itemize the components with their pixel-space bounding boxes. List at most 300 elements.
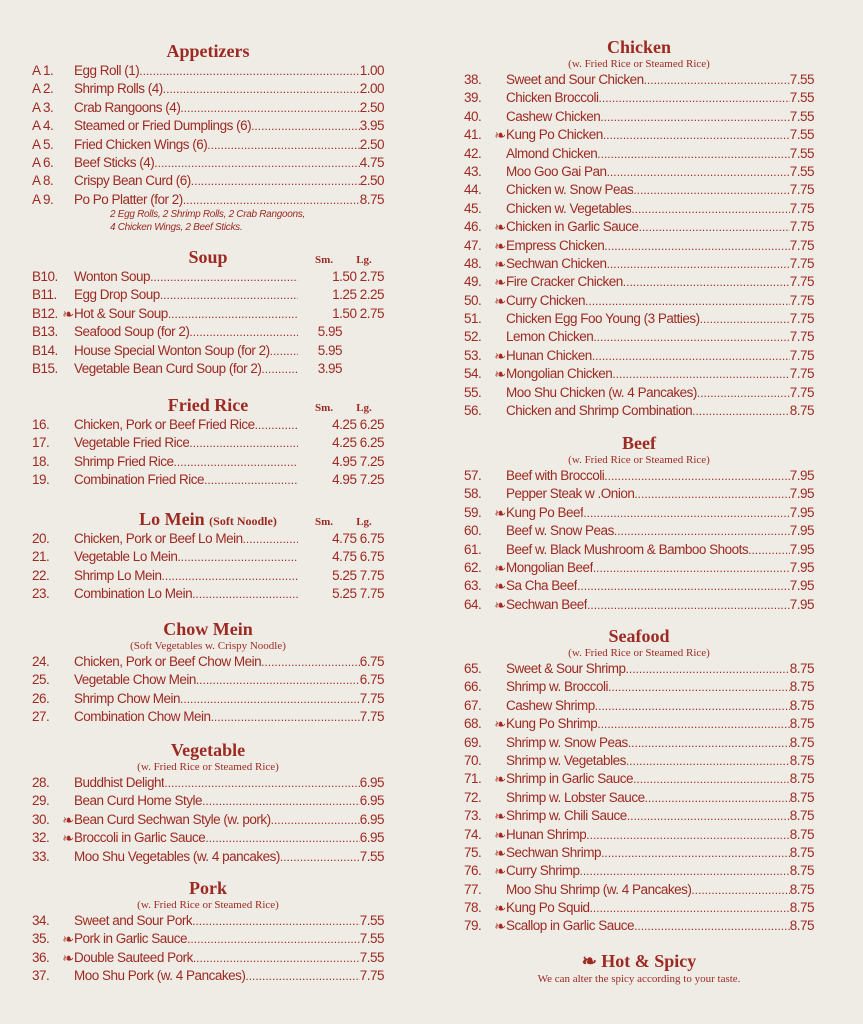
section-title-text: Vegetable	[170, 740, 246, 760]
item-price	[790, 770, 814, 788]
menu-item	[32, 585, 384, 603]
item-name: Wonton Soup	[74, 269, 151, 284]
dot-leader	[187, 930, 360, 948]
price-large: 6.25	[359, 435, 384, 451]
item-name: Egg Roll (1)	[74, 63, 140, 78]
price-value: 7.55	[789, 90, 814, 106]
item-number-text: 29.	[32, 793, 50, 809]
item-name: Lemon Chicken	[506, 329, 594, 345]
item-number-text: 64.	[464, 596, 482, 612]
dot-leader	[601, 844, 790, 862]
dot-leader	[600, 108, 789, 126]
item-number	[464, 200, 506, 218]
item-number-text: 56.	[464, 403, 482, 419]
menu-item	[32, 80, 384, 98]
dot-leader	[604, 467, 789, 485]
item-number-text: 65.	[464, 661, 482, 676]
dot-leader	[748, 541, 790, 559]
menu-item	[464, 522, 814, 540]
section-title-text: Lo Mein	[139, 509, 205, 529]
dot-leader	[697, 384, 790, 402]
menu-item	[32, 708, 384, 726]
chili-pepper-icon: ❧	[62, 949, 74, 966]
item-number-text: 28.	[32, 775, 50, 790]
item-price	[360, 99, 384, 117]
dot-leader	[261, 360, 298, 378]
item-price	[360, 117, 384, 135]
item-name: Shrimp w. Snow Peas	[506, 734, 628, 750]
section-title-text: Beef	[622, 433, 656, 453]
menu-item	[464, 485, 814, 503]
menu-item	[32, 136, 384, 154]
item-number	[464, 328, 506, 346]
price-value: 7.95	[789, 541, 814, 557]
item-number-text: B13.	[32, 324, 58, 340]
menu-item	[32, 434, 384, 452]
item-name: Crab Rangoons (4)	[74, 99, 181, 115]
item-price	[790, 402, 814, 420]
item-number	[32, 949, 74, 967]
item-number-text: 42.	[464, 145, 482, 161]
price-small: 1.25	[332, 287, 357, 303]
item-number	[32, 653, 74, 671]
menu-item	[464, 200, 814, 218]
item-price	[360, 848, 384, 866]
item-number-text: 75.	[464, 844, 482, 860]
item-number	[464, 218, 506, 236]
dot-leader	[586, 826, 789, 844]
dot-leader	[255, 416, 298, 434]
item-price	[790, 181, 814, 199]
price-value: 7.75	[789, 384, 814, 400]
item-number	[32, 967, 74, 985]
item-price	[360, 690, 384, 708]
item-name: Curry Shrimp	[506, 863, 580, 879]
dot-leader	[626, 752, 790, 770]
price-value: 7.95	[789, 523, 814, 539]
price-value: 3.95	[317, 360, 342, 376]
section-title	[464, 432, 814, 454]
menu-item	[464, 917, 814, 935]
price-large: 7.75	[359, 567, 384, 583]
item-number-text: 58.	[464, 486, 482, 502]
item-price	[360, 708, 384, 726]
item-name: Moo Shu Chicken (w. 4 Pancakes)	[506, 384, 697, 400]
dot-leader	[177, 548, 298, 566]
price-value: 7.55	[359, 949, 384, 965]
dot-leader	[189, 323, 298, 341]
dot-leader	[633, 770, 790, 788]
item-number-text: 46.	[464, 219, 482, 235]
item-number	[32, 585, 74, 603]
item-number	[464, 181, 506, 199]
item-name: Chicken Broccoli	[506, 90, 599, 106]
item-name: Pepper Steak w .Onion	[506, 486, 635, 502]
menu-item	[464, 844, 814, 862]
item-name: Po Po Platter (for 2)	[74, 191, 183, 207]
price-small: 5.25	[332, 586, 357, 602]
menu-item	[32, 471, 384, 489]
item-name: Bean Curd Sechwan Style (w. pork)	[74, 811, 271, 827]
section-note: (w. Fried Rice or Steamed Rice)	[137, 899, 279, 911]
item-name: Combination Fried Rice	[74, 472, 205, 488]
item-number-text: 68.	[464, 716, 482, 732]
section-note: (w. Fried Rice or Steamed Rice)	[568, 647, 710, 659]
item-number	[32, 99, 74, 117]
item-number	[464, 862, 506, 880]
item-number	[464, 559, 506, 577]
size-header	[304, 394, 384, 416]
menu-item	[464, 145, 814, 163]
price-value: 1.00	[359, 63, 384, 78]
item-number	[464, 163, 506, 181]
price-value: 8.75	[789, 679, 814, 695]
item-number-text: 63.	[464, 578, 482, 594]
price-value: 7.75	[359, 709, 384, 725]
item-number-text: 34.	[32, 913, 50, 928]
dot-leader	[587, 596, 790, 614]
item-number	[464, 826, 506, 844]
chili-pepper-icon: ❧	[494, 918, 506, 935]
menu-section-chicken	[464, 36, 814, 420]
price-value: 7.55	[359, 931, 384, 947]
item-number-text: 21.	[32, 549, 50, 565]
item-number-text: 57.	[464, 468, 482, 483]
menu-item	[464, 310, 814, 328]
price-value: 8.75	[789, 734, 814, 750]
dot-leader	[627, 807, 790, 825]
menu-item	[464, 559, 814, 577]
item-number-text: 67.	[464, 697, 482, 713]
price-value: 7.95	[789, 486, 814, 502]
price-value: 7.55	[789, 145, 814, 161]
item-price	[790, 752, 814, 770]
item-name: Chicken, Pork or Beef Lo Mein	[74, 531, 243, 546]
item-number	[464, 504, 506, 522]
item-number	[32, 323, 74, 341]
dot-leader	[211, 708, 360, 726]
item-name: Chicken w. Snow Peas	[506, 182, 634, 198]
item-number-text: 79.	[464, 918, 482, 934]
menu-item	[464, 541, 814, 559]
price-small: 5.25	[332, 567, 357, 583]
menu-item	[464, 504, 814, 522]
chili-pepper-icon: ❧	[494, 771, 506, 788]
item-number-text: 61.	[464, 541, 482, 557]
size-small-label: Sm.	[314, 402, 334, 414]
chili-pepper-icon: ❧	[494, 559, 506, 576]
item-name: Moo Goo Gai Pan	[506, 163, 607, 179]
price-value: 7.55	[359, 913, 384, 928]
item-number-text: A 3.	[32, 99, 54, 115]
item-name: Almond Chicken	[506, 145, 598, 161]
dot-leader	[243, 530, 298, 548]
menu-item	[464, 126, 814, 144]
dot-leader	[626, 660, 790, 678]
item-price	[298, 286, 384, 304]
price-value: 7.75	[789, 274, 814, 290]
item-number	[32, 191, 74, 209]
item-number-text: 40.	[464, 108, 482, 124]
price-value: 4.75	[359, 154, 384, 170]
menu-item	[464, 347, 814, 365]
item-number	[32, 829, 74, 847]
menu-item	[464, 789, 814, 807]
menu-item	[32, 360, 384, 378]
item-number-text: A 4.	[32, 118, 54, 134]
item-number-text: 41.	[464, 127, 482, 143]
item-price	[790, 881, 814, 899]
item-price	[360, 949, 384, 967]
item-price	[360, 653, 384, 671]
price-value: 6.95	[359, 830, 384, 846]
legend-title	[464, 950, 814, 972]
chili-pepper-icon: ❧	[494, 292, 506, 309]
item-name: Shrimp Chow Mein	[74, 690, 181, 706]
item-number	[32, 471, 74, 489]
item-number	[32, 360, 74, 378]
price-large: 7.75	[359, 586, 384, 602]
chili-pepper-icon: ❧	[62, 931, 74, 948]
item-price	[790, 522, 814, 540]
price-value: 6.95	[359, 793, 384, 809]
dot-leader	[251, 117, 360, 135]
price-value: 7.75	[789, 347, 814, 363]
item-name: Broccoli in Garlic Sauce	[74, 830, 206, 846]
item-price	[790, 255, 814, 273]
item-number-text: 70.	[464, 752, 482, 768]
item-number	[464, 71, 506, 89]
item-number	[464, 734, 506, 752]
size-large-label: Lg.	[356, 402, 372, 414]
dot-leader	[280, 848, 360, 866]
section-note: (w. Fried Rice or Steamed Rice)	[568, 58, 710, 70]
chili-pepper-icon: ❧	[494, 808, 506, 825]
price-value: 7.75	[789, 182, 814, 198]
item-price	[790, 789, 814, 807]
item-number-text: A 9.	[32, 191, 54, 207]
item-price	[360, 671, 384, 689]
item-price	[360, 774, 384, 792]
dot-leader	[162, 567, 298, 585]
item-price	[790, 715, 814, 733]
menu-item	[464, 218, 814, 236]
item-number-text: 38.	[464, 72, 482, 87]
item-price	[298, 453, 384, 471]
item-price	[790, 108, 814, 126]
item-number-text: 47.	[464, 237, 482, 253]
item-name: Double Sauteed Pork	[74, 949, 193, 965]
dot-leader	[193, 949, 360, 967]
item-number-text: B12.	[32, 305, 58, 321]
price-value: 8.75	[789, 826, 814, 842]
item-number	[464, 752, 506, 770]
chili-pepper-icon: ❧	[494, 237, 506, 254]
menu-item	[464, 596, 814, 614]
item-name: Beef Sticks (4)	[74, 154, 155, 170]
price-value: 7.55	[789, 72, 814, 87]
chili-pepper-icon: ❧	[494, 504, 506, 521]
price-value: 5.95	[317, 342, 342, 358]
item-price	[790, 596, 814, 614]
section-title	[464, 36, 814, 58]
item-price	[298, 548, 384, 566]
price-value: 8.75	[789, 403, 814, 419]
item-number-text: 23.	[32, 586, 50, 602]
item-name: Shrimp w. Broccoli	[506, 679, 609, 695]
price-small: 1.50	[332, 269, 357, 284]
item-name: Shrimp w. Lobster Sauce	[506, 789, 645, 805]
price-value: 8.75	[789, 697, 814, 713]
item-number	[32, 62, 74, 80]
item-number-text: 60.	[464, 523, 482, 539]
price-value: 8.75	[789, 918, 814, 934]
item-number	[32, 848, 74, 866]
item-name: Cashew Shrimp	[506, 697, 595, 713]
dot-leader	[191, 172, 360, 190]
item-number-text: 62.	[464, 559, 482, 575]
item-number-text: 78.	[464, 900, 482, 916]
item-price	[360, 930, 384, 948]
item-number	[464, 255, 506, 273]
menu-section-vegetable	[32, 739, 384, 866]
dot-leader	[192, 585, 298, 603]
price-value: 7.55	[789, 108, 814, 124]
menu-section-seafood	[464, 625, 814, 936]
price-value: 2.50	[359, 99, 384, 115]
chili-pepper-icon: ❧	[494, 863, 506, 880]
menu-item	[464, 660, 814, 678]
item-number-text: 44.	[464, 182, 482, 198]
item-number-text: 16.	[32, 417, 50, 432]
dot-leader	[192, 912, 360, 930]
menu-item	[464, 678, 814, 696]
price-value: 7.75	[359, 968, 384, 984]
item-name: Kung Po Shrimp	[506, 716, 598, 732]
item-name: Moo Shu Pork (w. 4 Pancakes)	[74, 968, 246, 984]
chili-pepper-icon: ❧	[494, 347, 506, 364]
item-number	[32, 342, 74, 360]
item-price	[790, 899, 814, 917]
section-title-text: Chow Mein	[163, 619, 253, 639]
item-price	[790, 734, 814, 752]
item-name: Chicken w. Vegetables	[506, 200, 632, 216]
dot-leader	[271, 811, 360, 829]
item-number-text: 45.	[464, 200, 482, 216]
item-number-text: A 5.	[32, 136, 54, 152]
dot-leader	[612, 365, 789, 383]
price-value: 8.75	[359, 191, 384, 207]
price-large: 2.75	[359, 269, 384, 284]
price-large: 2.75	[359, 305, 384, 321]
menu-item	[464, 273, 814, 291]
item-number-text: 76.	[464, 863, 482, 879]
item-price	[360, 172, 384, 190]
dot-leader	[623, 273, 790, 291]
item-name: Moo Shu Shrimp (w. 4 Pancakes)	[506, 881, 692, 897]
menu-item	[32, 774, 384, 792]
item-name: Pork in Garlic Sauce	[74, 931, 188, 947]
item-price	[790, 577, 814, 595]
dot-leader	[163, 80, 360, 98]
item-price	[790, 559, 814, 577]
dot-leader	[183, 191, 360, 209]
menu-item	[464, 108, 814, 126]
section-title	[32, 40, 384, 62]
dot-leader	[604, 237, 789, 255]
item-name: Fire Cracker Chicken	[506, 274, 623, 290]
section-note: (w. Fried Rice or Steamed Rice)	[568, 454, 710, 466]
item-number-text: 17.	[32, 435, 50, 451]
item-name: Chicken in Garlic Sauce	[506, 219, 639, 235]
price-value: 6.95	[359, 775, 384, 790]
item-number	[32, 792, 74, 810]
item-name: Shrimp Lo Mein	[74, 567, 162, 583]
item-number	[32, 530, 74, 548]
menu-section-beef	[464, 432, 814, 614]
item-price	[298, 305, 384, 323]
item-name: Vegetable Chow Mein	[74, 672, 196, 688]
item-number-text: 25.	[32, 672, 50, 688]
item-number	[464, 384, 506, 402]
dot-leader	[164, 774, 359, 792]
price-value: 2.00	[359, 81, 384, 97]
item-number	[32, 434, 74, 452]
dot-leader	[207, 136, 359, 154]
menu-item	[464, 881, 814, 899]
item-name: Combination Lo Mein	[74, 586, 193, 602]
item-number-text: B10.	[32, 269, 58, 284]
item-name: Moo Shu Vegetables (w. 4 pancakes)	[74, 848, 280, 864]
item-name: Buddhist Delight	[74, 775, 165, 790]
item-price	[298, 323, 384, 341]
item-price	[360, 829, 384, 847]
menu-item	[32, 792, 384, 810]
item-number	[464, 485, 506, 503]
item-number-text: 77.	[464, 881, 482, 897]
dot-leader	[628, 734, 790, 752]
menu-item	[464, 292, 814, 310]
chili-pepper-icon: ❧	[62, 305, 74, 322]
legend-note: We can alter the spicy according to your taste.	[537, 973, 741, 985]
item-price	[790, 237, 814, 255]
price-small: 4.25	[332, 417, 357, 432]
item-price	[790, 862, 814, 880]
chili-pepper-icon: ❧	[494, 900, 506, 917]
menu-item	[464, 71, 814, 89]
price-large: 6.75	[359, 531, 384, 546]
size-large-label: Lg.	[356, 516, 372, 528]
price-small: 4.95	[332, 472, 357, 488]
item-number	[464, 292, 506, 310]
item-name: Fried Chicken Wings (6)	[74, 136, 208, 152]
dot-leader	[631, 200, 789, 218]
chili-pepper-icon: ❧	[62, 830, 74, 847]
menu-item	[464, 255, 814, 273]
dot-leader	[608, 678, 790, 696]
item-number	[464, 365, 506, 383]
menu-item	[32, 949, 384, 967]
dot-leader	[270, 342, 298, 360]
price-value: 8.75	[789, 789, 814, 805]
item-price	[790, 807, 814, 825]
dot-leader	[593, 559, 790, 577]
item-number-text: 54.	[464, 366, 482, 382]
item-price	[790, 273, 814, 291]
item-price	[790, 697, 814, 715]
item-price	[360, 792, 384, 810]
dot-leader	[692, 402, 790, 420]
